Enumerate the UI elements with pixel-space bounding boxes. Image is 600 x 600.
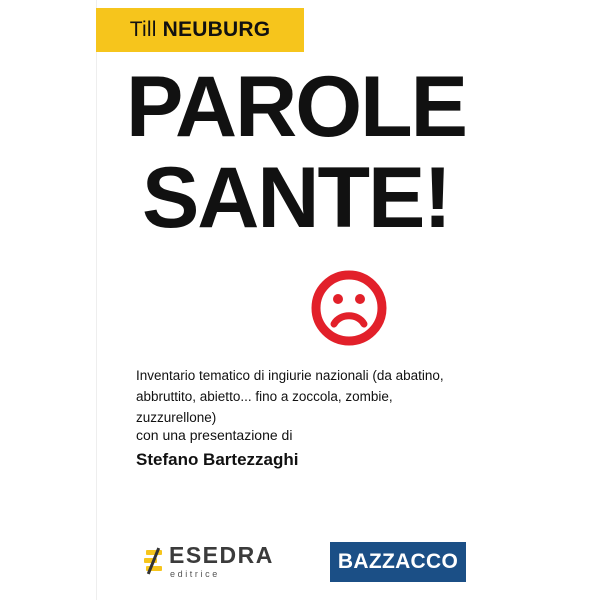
publisher-logo (143, 543, 293, 579)
author-last-name: NEUBURG (162, 18, 271, 41)
author-band (96, 8, 304, 52)
subtitle: Inventario tematico di ingiurie nazionali (da abatino, abbruttito, abietto... fino a zoccola, zombie, zuzzurellone) (136, 368, 444, 425)
presentation-block (136, 425, 476, 472)
author-first-name: Till (129, 18, 157, 41)
publisher-wordmark (169, 541, 274, 579)
title-line-2: SANTE! (141, 149, 451, 246)
title-line-1: PAROLE (126, 59, 466, 155)
sad-face-icon (311, 270, 387, 346)
page-title (96, 59, 496, 246)
publisher-name: ESEDRA (169, 541, 274, 568)
imprint-badge (330, 542, 466, 582)
presentation-label: con una presentazione di (136, 427, 293, 443)
esedra-mark-icon (143, 548, 165, 574)
imprint-name: BAZZACCO (337, 550, 459, 573)
presentation-author-name: Stefano Bartezzaghi (136, 450, 299, 469)
publisher-tagline: editrice (170, 568, 220, 579)
author-name (130, 18, 270, 42)
